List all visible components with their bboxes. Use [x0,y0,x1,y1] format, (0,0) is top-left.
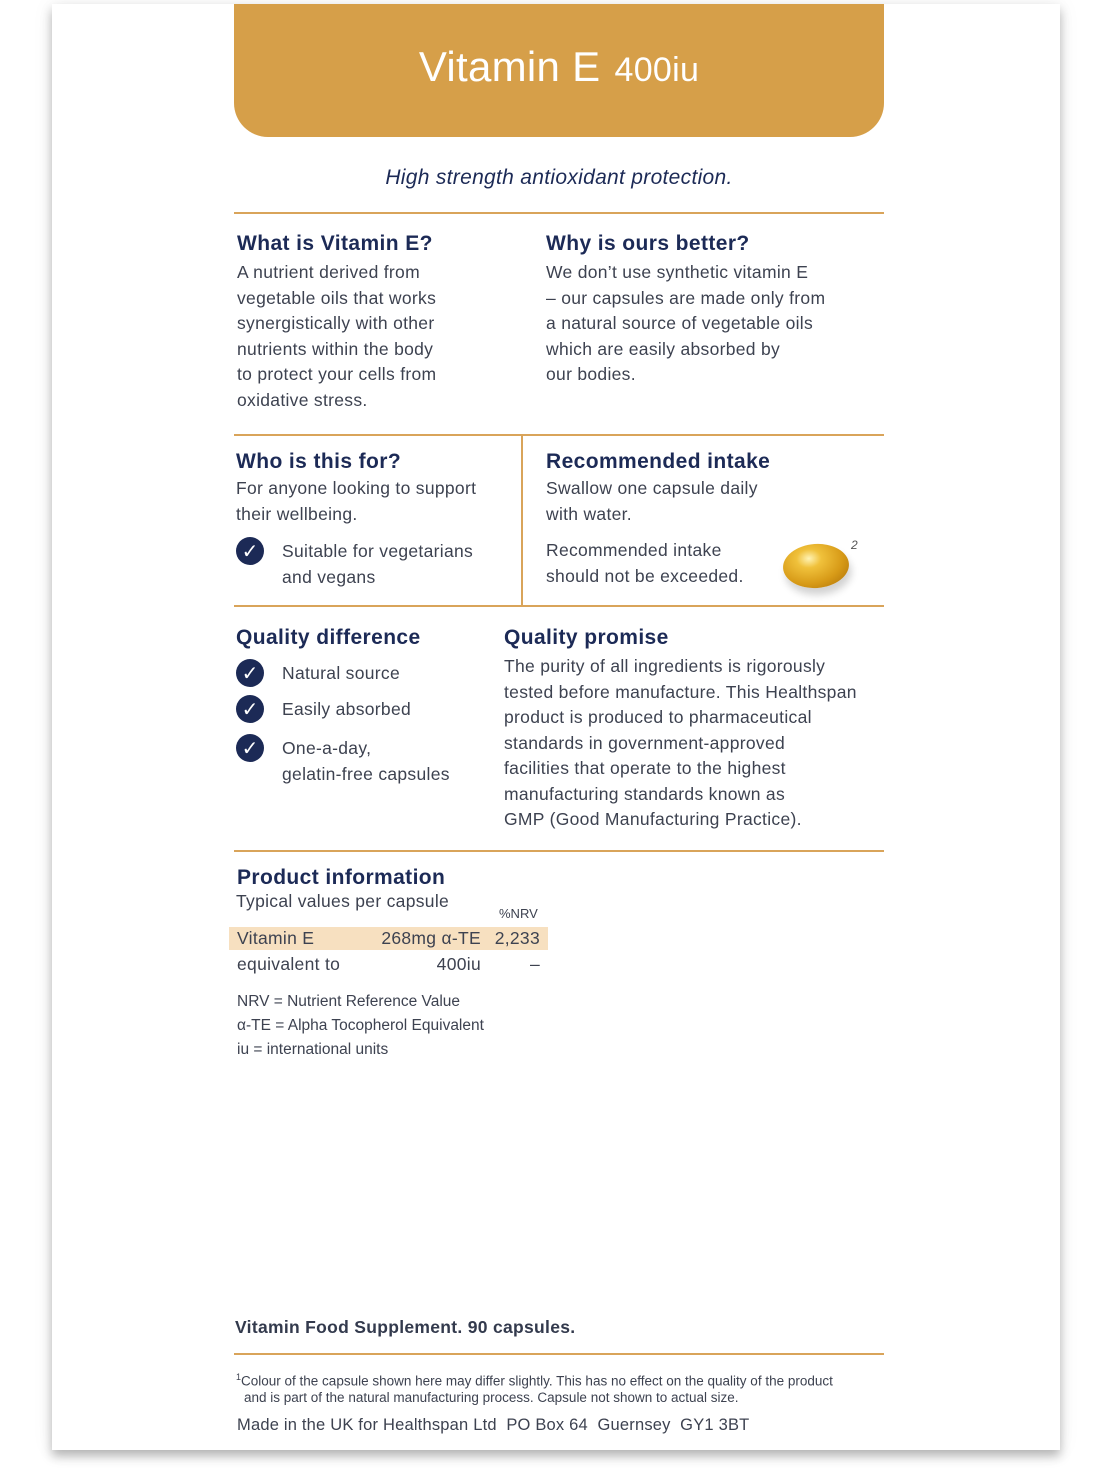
product-strength: 400iu [614,50,700,89]
who-check-item [236,539,473,590]
quality-item [236,661,400,687]
quality-promise-heading: Quality promise [504,626,669,649]
product-banner [234,4,884,137]
intake-section [546,450,770,527]
checkmark-icon: ✓ [236,537,264,565]
intake-body: Swallow one capsule daily with water. [546,478,758,524]
quality-promise-section [504,626,857,833]
quality-item [236,736,450,787]
why-heading: Why is ours better? [546,232,750,255]
who-check-label: Suitable for vegetarians and vegans [282,541,474,587]
product-info-section [237,866,445,890]
footnote-mark: 1 [236,1372,242,1382]
what-body: A nutrient derived from vegetable oils that works synergistically with other nutrients within the body to protect your cells from oxidative stress. [237,262,437,410]
checkmark-icon: ✓ [236,695,264,723]
tagline: High strength antioxidant protection. [385,166,733,189]
checkmark-icon: ✓ [236,659,264,687]
quality-item-label: Natural source [282,663,401,683]
legend-line: NRV = Nutrient Reference Value [237,993,461,1010]
nrv-column-header: %NRV [499,906,538,921]
product-title [419,43,699,91]
quality-item-label: Easily absorbed [282,699,412,719]
supplement-statement: Vitamin Food Supplement. 90 capsules. [235,1317,576,1337]
legend-line: iu = international units [237,1041,389,1058]
what-heading: What is Vitamin E? [237,232,433,255]
manufacturer-address: Made in the UK for Healthspan Ltd PO Box 64 Guernsey GY1 3BT [237,1416,750,1434]
checkmark-icon: ✓ [236,734,264,762]
product-name: Vitamin E [418,42,601,90]
table-cell-amount: 268mg α-TE [381,928,481,948]
divider [234,1353,884,1355]
footnote [236,1369,876,1406]
product-info-subheading: Typical values per capsule [236,891,450,911]
divider [234,850,884,852]
product-info-heading: Product information [237,866,446,889]
quality-item-label: One-a-day, gelatin-free capsules [282,738,450,784]
nrv-legend [237,990,484,1062]
who-heading: Who is this for? [236,450,402,473]
quality-difference-heading: Quality difference [236,626,421,649]
why-body: We don’t use synthetic vitamin E – our capsules are made only from a natural source of vegetable oils which are easily absorbed by our bodies. [546,262,826,384]
footnote-ref: 2 [851,538,858,552]
vertical-divider [521,434,523,606]
table-cell-nrv: 2,233 [494,928,540,948]
table-cell-amount: 400iu [436,954,481,974]
footnote-line: Colour of the capsule shown here may differ slightly. This has no effect on the quality of the product [241,1373,833,1389]
quality-difference-section [236,626,421,650]
intake-warning: Recommended intake should not be exceeded. [546,540,744,586]
divider [234,212,884,214]
who-section [236,450,476,527]
legend-line: α-TE = Alpha Tocopherol Equivalent [237,1017,484,1034]
who-body: For anyone looking to support their wellbeing. [236,478,477,524]
quality-item [236,697,411,723]
intake-heading: Recommended intake [546,450,771,473]
table-cell-nrv: – [529,954,540,974]
what-section [237,232,436,413]
divider [234,434,884,436]
table-cell-name: equivalent to [237,954,341,974]
footnote-line: and is part of the natural manufacturing process. Capsule not shown to actual size. [244,1389,739,1405]
table-cell-name: Vitamin E [237,928,315,948]
quality-promise-body: The purity of all ingredients is rigorously tested before manufacture. This Healthspan product is produced to pharmaceutical standards in government-approved facilities that operate to the highest manufacturing standards known as GMP (Good Manufacturing Practice). [504,656,857,829]
divider [234,605,884,607]
why-section [546,232,825,388]
